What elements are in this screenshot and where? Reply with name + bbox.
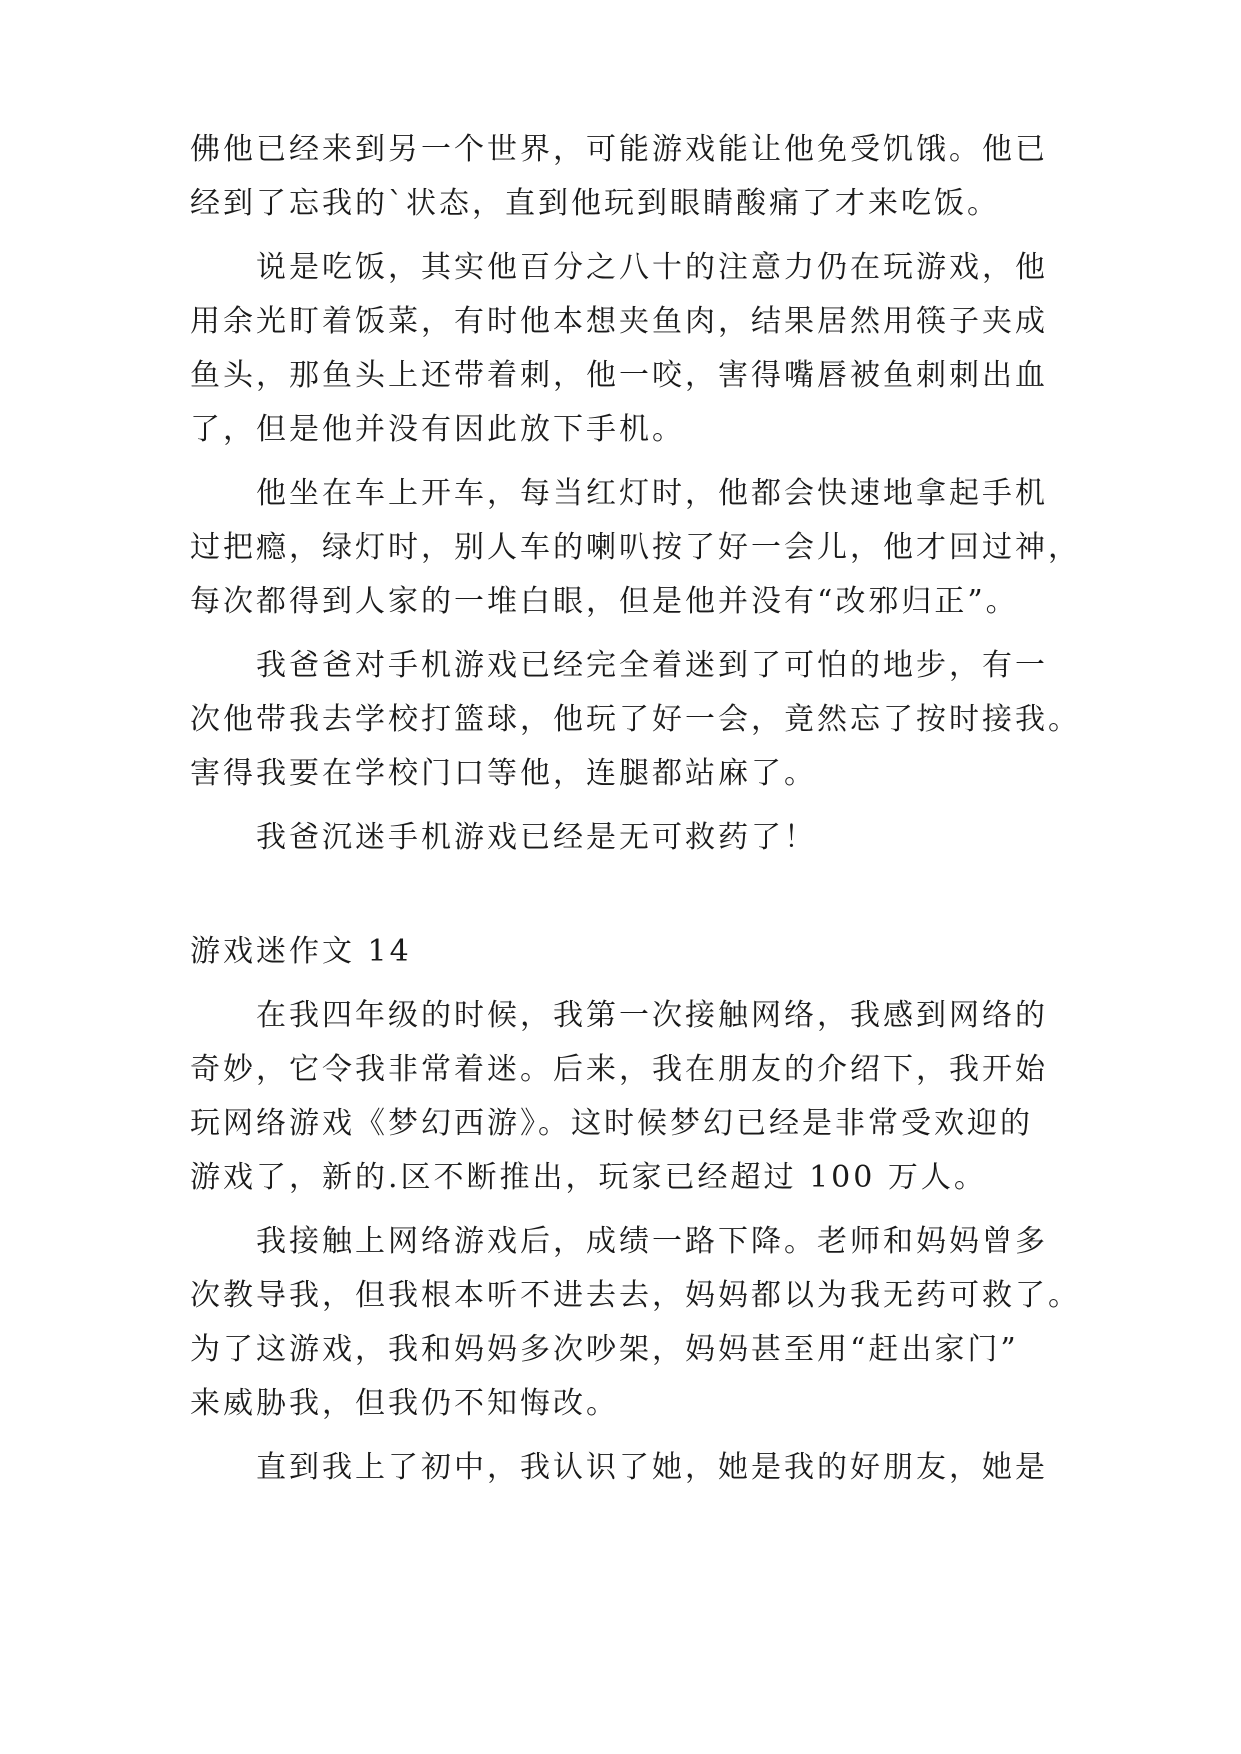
paragraph-line: 次他带我去学校打篮球，他玩了好一会，竟然忘了按时接我。 bbox=[190, 702, 1081, 737]
paragraph-first-line: 直到我上了初中，我认识了她，她是我的好朋友，她是 bbox=[256, 1450, 1048, 1485]
paragraph-line: 过把瘾，绿灯时，别人车的喇叭按了好一会儿，他才回过神， bbox=[190, 530, 1081, 565]
essay-title: 游戏迷作文 14 bbox=[190, 934, 412, 969]
paragraph-line: 奇妙，它令我非常着迷。后来，我在朋友的介绍下，我开始 bbox=[190, 1052, 1048, 1087]
paragraph-line: 为了这游戏，我和妈妈多次吵架，妈妈甚至用“赶出家门” bbox=[190, 1332, 1019, 1367]
paragraph-line: 来威胁我，但我仍不知悔改。 bbox=[190, 1386, 619, 1421]
paragraph-first-line: 我接触上网络游戏后，成绩一路下降。老师和妈妈曾多 bbox=[256, 1224, 1048, 1259]
paragraph-first-line: 在我四年级的时候，我第一次接触网络，我感到网络的 bbox=[256, 998, 1048, 1033]
paragraph-line: 害得我要在学校门口等他，连腿都站麻了。 bbox=[190, 756, 817, 791]
paragraph-line: 用余光盯着饭菜，有时他本想夹鱼肉，结果居然用筷子夹成 bbox=[190, 304, 1048, 339]
paragraph-first-line: 说是吃饭，其实他百分之八十的注意力仍在玩游戏，他 bbox=[256, 250, 1048, 285]
paragraph-line: 每次都得到人家的一堆白眼，但是他并没有“改邪归正”。 bbox=[190, 584, 1019, 619]
paragraph-line: 经到了忘我的`状态，直到他玩到眼睛酸痛了才来吃饭。 bbox=[190, 186, 1000, 221]
paragraph-line: 次教导我，但我根本听不进去去，妈妈都以为我无药可救了。 bbox=[190, 1278, 1081, 1313]
paragraph-first-line: 他坐在车上开车，每当红灯时，他都会快速地拿起手机 bbox=[256, 476, 1048, 511]
paragraph-first-line: 我爸爸对手机游戏已经完全着迷到了可怕的地步，有一 bbox=[256, 648, 1048, 683]
paragraph-line: 游戏了，新的.区不断推出，玩家已经超过 100 万人。 bbox=[190, 1160, 987, 1195]
paragraph-line: 玩网络游戏《梦幻西游》。这时候梦幻已经是非常受欢迎的 bbox=[190, 1106, 1033, 1141]
paragraph-line: 鱼头，那鱼头上还带着刺，他一咬，害得嘴唇被鱼刺刺出血 bbox=[190, 358, 1048, 393]
paragraph-first-line: 我爸沉迷手机游戏已经是无可救药了！ bbox=[256, 820, 817, 855]
paragraph-line: 佛他已经来到另一个世界，可能游戏能让他免受饥饿。他已 bbox=[190, 132, 1048, 167]
paragraph-line: 了，但是他并没有因此放下手机。 bbox=[190, 412, 685, 447]
